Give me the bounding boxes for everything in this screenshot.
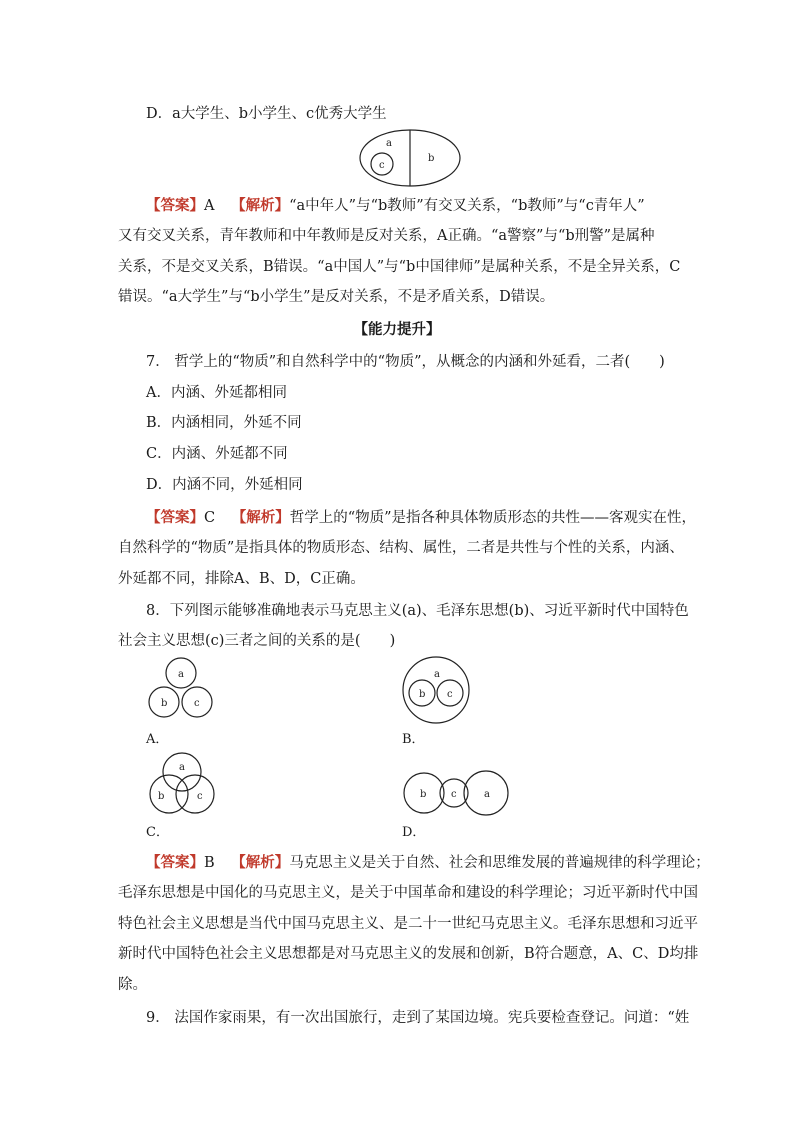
analysis-tag: 【解析】 (231, 509, 290, 526)
q8-analysis-line: 除。 (118, 977, 147, 993)
q8-analysis-line: 新时代中国特色社会主义思想都是对马克思主义的发展和创新，B符合题意，A、C、D均排 (118, 946, 699, 962)
svg-text:b: b (161, 698, 168, 709)
q7-stem: 7． 哲学上的“物质”和自然科学中的“物质”，从概念的内涵和外延看，二者( ) (146, 354, 665, 370)
analysis-text: 马克思主义是关于自然、社会和思维发展的普遍规律的科学理论； (289, 855, 710, 871)
section-title: 【能力提升】 (353, 321, 441, 338)
analysis-text: “a中年人”与“b教师”有交叉关系，“b教师”与“c青年人” (289, 198, 645, 214)
q7-answer (146, 508, 696, 528)
svg-text:a: a (179, 762, 185, 773)
q6-answer (146, 196, 645, 216)
svg-text:a: a (178, 669, 184, 680)
analysis-text: 哲学上的“物质”是指各种具体物质形态的共性——客观实在性， (289, 510, 697, 526)
q8-figure-label-a: A． (146, 732, 169, 747)
analysis-tag: 【解析】 (231, 197, 290, 214)
q7-analysis-line: 外延都不同，排除A、B、D，C正确。 (118, 571, 365, 587)
q8-stem-cont: 社会主义思想(c)三者之间的关系的是( ) (118, 633, 396, 649)
answer-tag: 【答案】 (146, 509, 204, 526)
answer-value: C (204, 510, 216, 526)
svg-text:c: c (379, 160, 385, 171)
answer-value: B (204, 855, 215, 871)
svg-text:c: c (194, 698, 200, 709)
q8-figure-b (400, 655, 474, 725)
q9-stem: 9． 法国作家雨果，有一次出国旅行，走到了某国边境。宪兵要检查登记。问道：“姓 (146, 1010, 690, 1026)
analysis-tag: 【解析】 (231, 854, 290, 871)
q8-analysis-line: 特色社会主义思想是当代中国马克思主义、是二十一世纪马克思主义。毛泽东思想和习近平 (118, 916, 698, 932)
q8-stem: 8．下列图示能够准确地表示马克思主义(a)、毛泽东思想(b)、习近平新时代中国特色 (146, 603, 689, 619)
q7-option-c: C．内涵、外延都不同 (146, 446, 288, 462)
svg-text:a: a (386, 138, 392, 149)
q8-figure-label-c: C． (146, 825, 169, 840)
q8-figure-a (144, 656, 220, 722)
q7-option-b: B．内涵相同，外延不同 (146, 415, 302, 431)
q7-analysis-line: 自然科学的“物质”是指具体的物质形态、结构、属性，二者是共性与个性的关系，内涵、 (118, 540, 684, 556)
q6-analysis-line: 又有交叉关系，青年教师和中年教师是反对关系，A正确。“a警察”与“b刑警”是属种 (118, 228, 655, 244)
svg-text:b: b (158, 791, 165, 802)
q6-option-d: D．a大学生、b小学生、c优秀大学生 (146, 106, 387, 122)
svg-text:c: c (197, 791, 203, 802)
q6-analysis-line: 关系，不是交叉关系，B错误。“a中国人”与“b中国律师”是属种关系，不是全异关系，C (118, 259, 681, 275)
svg-text:b: b (428, 153, 435, 164)
svg-text:a: a (434, 669, 440, 680)
svg-text:b: b (420, 789, 427, 800)
q8-analysis-line: 毛泽东思想是中国化的马克思主义，是关于中国革命和建设的科学理论；习近平新时代中国 (118, 885, 698, 901)
svg-text:c: c (447, 689, 453, 700)
q6-analysis-line: 错误。“a大学生”与“b小学生”是反对关系，不是矛盾关系，D错误。 (118, 289, 555, 305)
q8-figure-label-d: D． (402, 825, 426, 840)
q7-option-d: D．内涵不同，外延相同 (146, 477, 303, 493)
svg-text:c: c (451, 789, 457, 800)
q6-ellipse-diagram (358, 128, 466, 190)
q8-figure-label-b: B． (402, 732, 425, 747)
q7-option-a: A．内涵、外延都相同 (146, 385, 287, 401)
answer-tag: 【答案】 (146, 854, 204, 871)
q8-figure-d (400, 770, 512, 816)
q8-answer (146, 853, 710, 873)
answer-value: A (204, 198, 215, 214)
answer-tag: 【答案】 (146, 197, 204, 214)
q8-figure-c (144, 750, 220, 818)
svg-text:b: b (419, 689, 426, 700)
svg-text:a: a (484, 789, 490, 800)
